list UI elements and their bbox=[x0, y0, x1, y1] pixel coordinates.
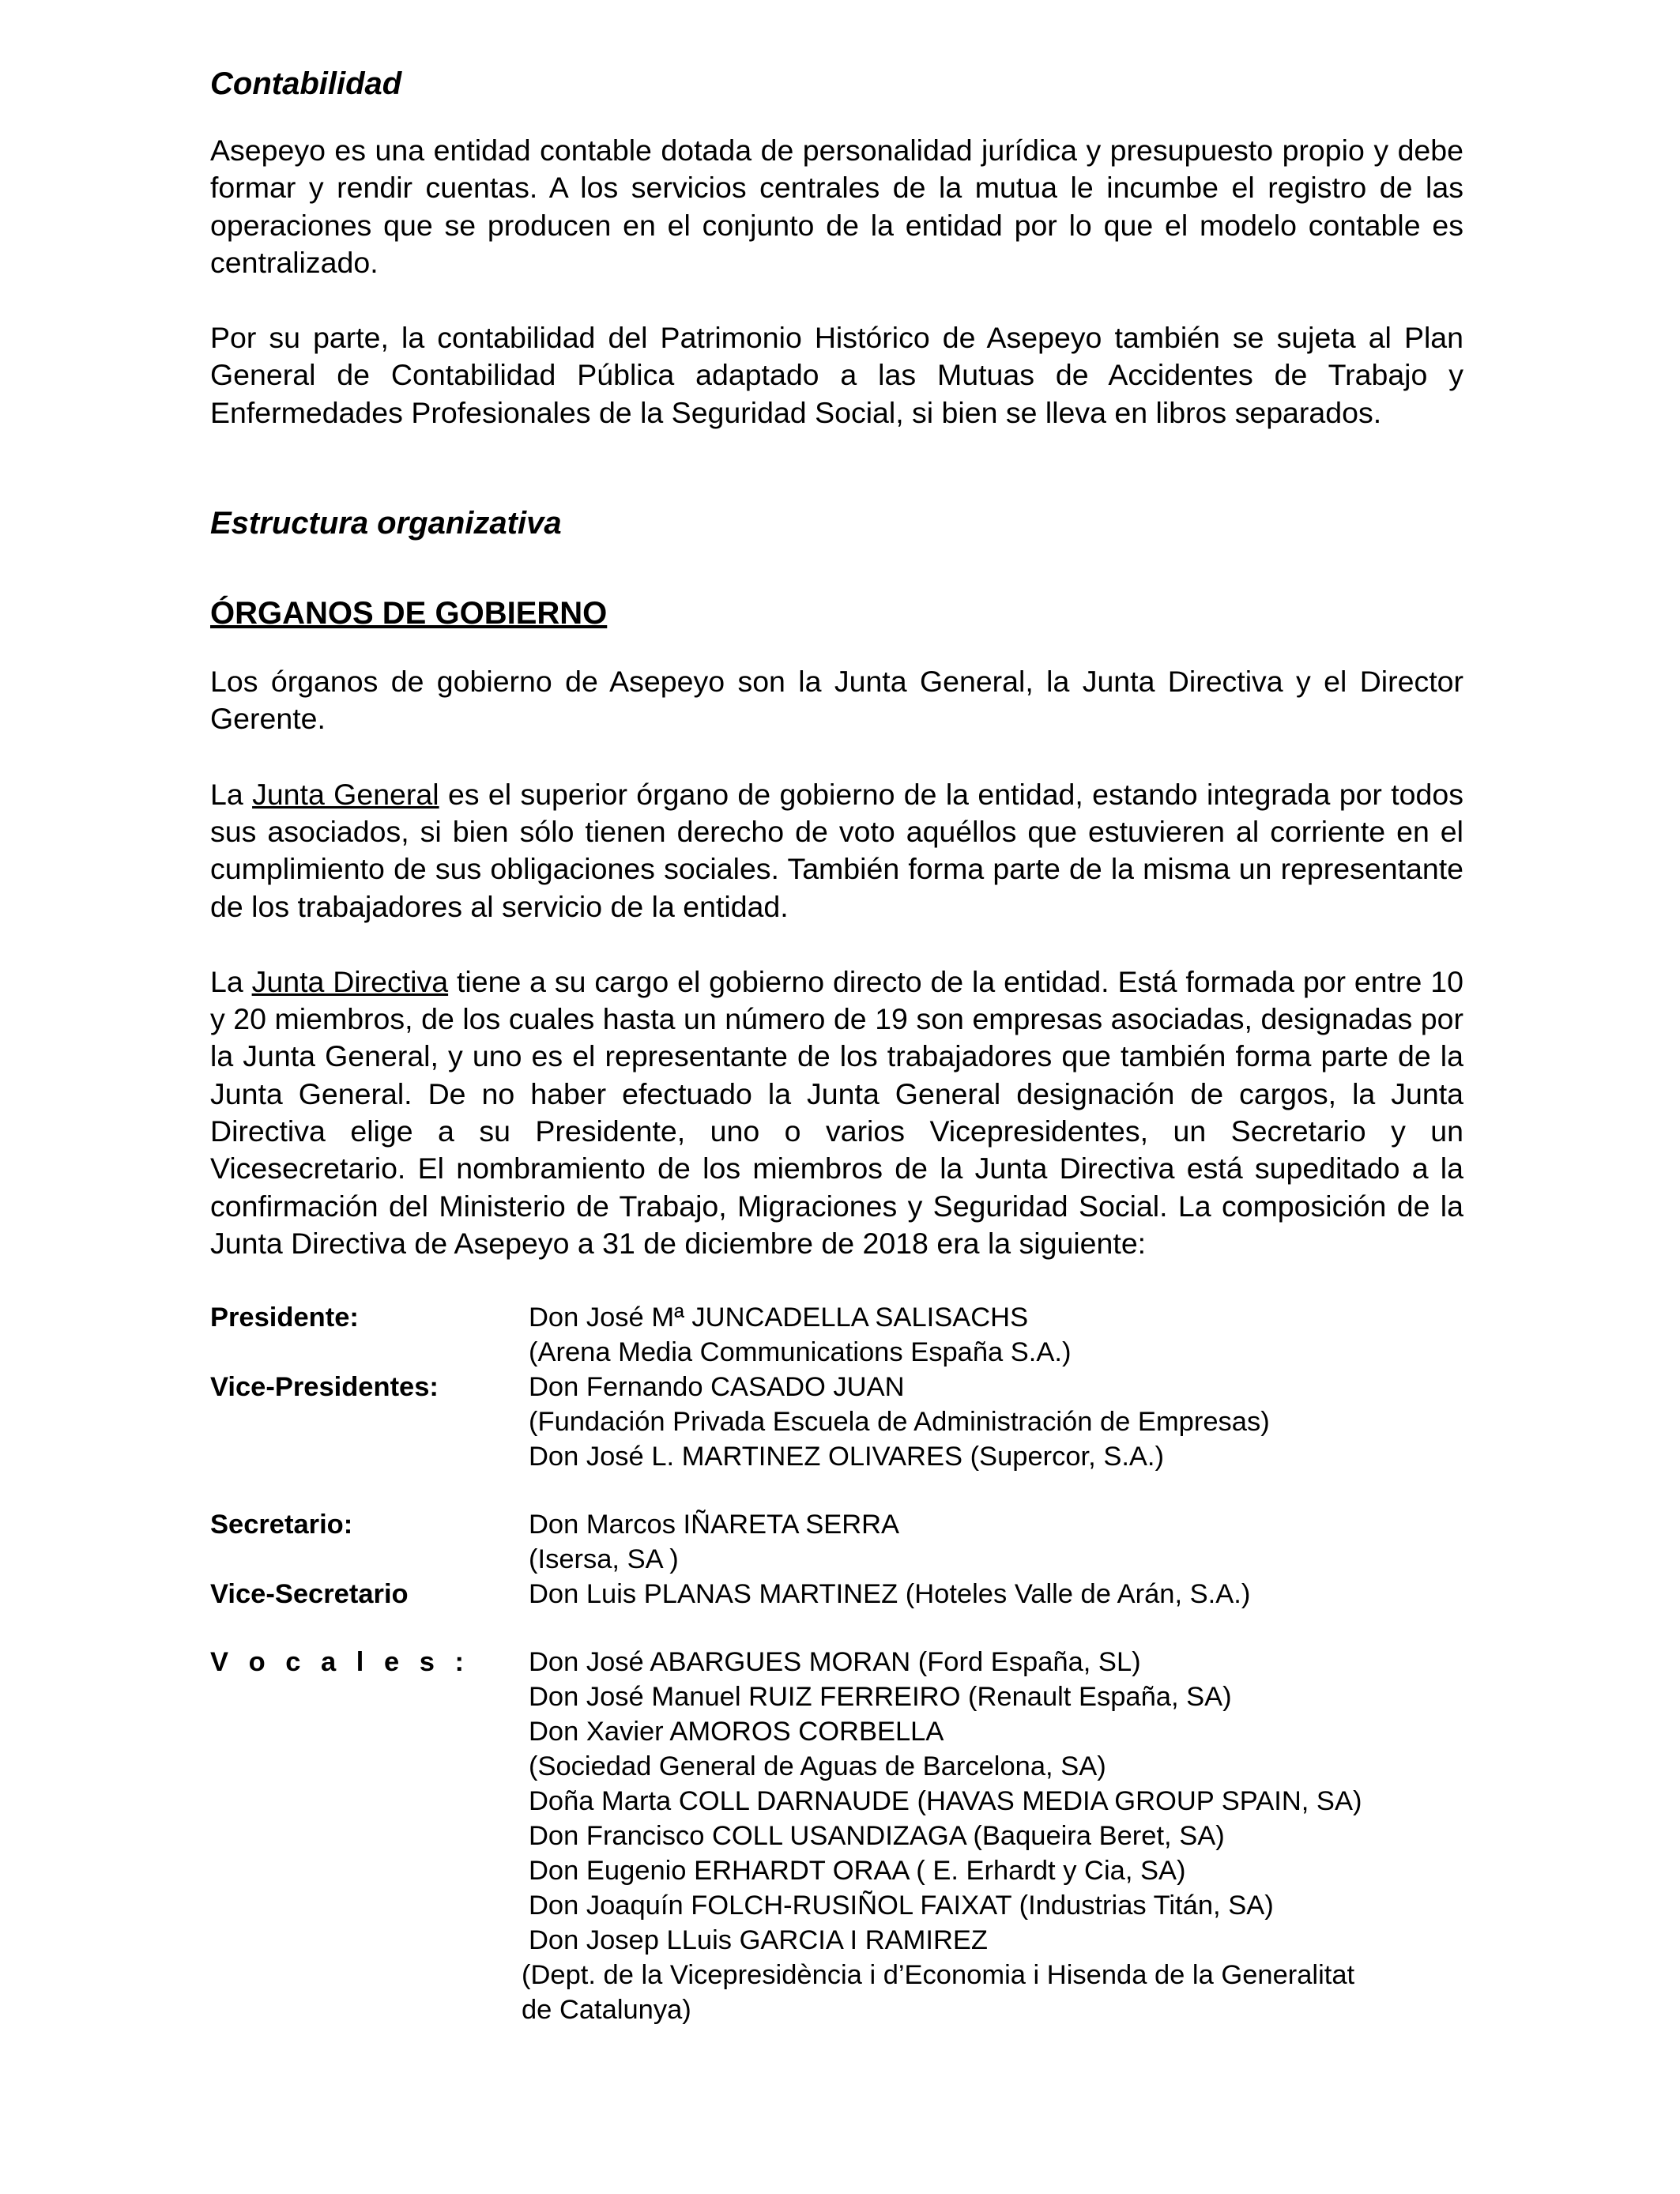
member-company: (Fundación Privada Escuela de Administración de Empresas) bbox=[529, 1407, 1270, 1438]
paragraph-junta-directiva bbox=[210, 963, 1463, 1262]
roster-row bbox=[210, 1958, 1463, 1992]
roster-row bbox=[210, 1404, 1463, 1439]
roster-row bbox=[210, 1439, 1463, 1474]
member-company: (Arena Media Communications España S.A.) bbox=[529, 1337, 1072, 1368]
member-name: Don José L. MARTINEZ OLIVARES (Supercor, S.A.) bbox=[529, 1442, 1164, 1472]
roster-row bbox=[210, 1577, 1463, 1612]
junta-general-term: Junta General bbox=[252, 777, 439, 811]
document-page bbox=[210, 63, 1463, 2027]
roster-row bbox=[210, 1542, 1463, 1577]
spacer bbox=[210, 1612, 1463, 1645]
paragraph-organos-1: Los órganos de gobierno de Asepeyo son la Junta General, la Junta Directiva y el Director Gerente. bbox=[210, 665, 1463, 736]
member-name: Don José ABARGUES MORAN (Ford España, SL) bbox=[529, 1647, 1141, 1678]
roster-row bbox=[210, 1888, 1463, 1923]
roster-row bbox=[210, 1853, 1463, 1888]
role-presidente: Presidente: bbox=[210, 1302, 359, 1333]
roster-row bbox=[210, 1300, 1463, 1335]
member-name: Don José Mª JUNCADELLA SALISACHS bbox=[529, 1302, 1029, 1333]
roster-row bbox=[210, 1992, 1463, 2027]
section-title-organos: ÓRGANOS DE GOBIERNO bbox=[210, 596, 608, 631]
section-title-estructura: Estructura organizativa bbox=[210, 506, 562, 541]
member-name: Don Josep LLuis GARCIA I RAMIREZ bbox=[529, 1925, 988, 1956]
paragraph-contabilidad-1: Asepeyo es una entidad contable dotada de personalidad jurídica y presupuesto propio y debe formar y rendir cuentas. A los servicios centrales de la mutua le incumbe el registro de las operaciones que se producen en el conjunto de la entidad por lo que el modelo contable es centralizado. bbox=[210, 134, 1463, 279]
text-fragment: La bbox=[210, 777, 253, 811]
member-name: Don Fernando CASADO JUAN bbox=[529, 1372, 905, 1403]
member-company: (Dept. de la Vicepresidència i d’Economia i Hisenda de la Generalitat bbox=[522, 1960, 1355, 1991]
junta-directiva-term: Junta Directiva bbox=[251, 964, 449, 998]
member-company: de Catalunya) bbox=[522, 1995, 691, 2026]
member-name: Don José Manuel RUIZ FERREIRO (Renault España, SA) bbox=[529, 1682, 1232, 1713]
roster-row bbox=[210, 1645, 1463, 1679]
member-company: (Isersa, SA ) bbox=[529, 1544, 679, 1575]
member-name: Don Xavier AMOROS CORBELLA bbox=[529, 1717, 944, 1747]
member-name: Don Joaquín FOLCH-RUSIÑOL FAIXAT (Industrias Titán, SA) bbox=[529, 1891, 1274, 1921]
roster-row bbox=[210, 1819, 1463, 1853]
member-name: Don Luis PLANAS MARTINEZ (Hoteles Valle de Arán, S.A.) bbox=[529, 1579, 1251, 1610]
section-title-contabilidad: Contabilidad bbox=[210, 66, 402, 101]
member-name: Don Francisco COLL USANDIZAGA (Baqueira Beret, SA) bbox=[529, 1821, 1225, 1852]
role-vicepresidentes: Vice-Presidentes: bbox=[210, 1372, 439, 1403]
text-fragment: tiene a su cargo el gobierno directo de la entidad. Está formada por entre 10 y 20 miembros, de los cuales hasta un número de 19 son empresas asociadas, designadas por la Junta General, y uno es el representante de los trabajadores que también forma parte de la Junta General. De no haber efectuado la Junta General designación de cargos, la Junta Directiva elige a su Presidente, uno o varios Vicepresidentes, un Secretario y un Vicesecretario. El nombramiento de los miembros de la Junta Directiva está supeditado a la confirmación del Ministerio de Trabajo, Migraciones y Seguridad Social. La composición de la Junta Directiva de Asepeyo a 31 de diciembre de 2018 era la siguiente: bbox=[210, 964, 1463, 1260]
spacer bbox=[210, 1474, 1463, 1507]
role-vicesecretario: Vice-Secretario bbox=[210, 1579, 409, 1610]
roster-row bbox=[210, 1923, 1463, 1958]
role-vocales: V o c a l e s : bbox=[210, 1647, 471, 1678]
member-company: (Sociedad General de Aguas de Barcelona, SA) bbox=[529, 1751, 1106, 1782]
roster-row bbox=[210, 1679, 1463, 1714]
roster-row bbox=[210, 1784, 1463, 1819]
role-secretario: Secretario: bbox=[210, 1510, 353, 1540]
roster-row bbox=[210, 1749, 1463, 1784]
member-name: Don Marcos IÑARETA SERRA bbox=[529, 1510, 900, 1540]
roster-row bbox=[210, 1507, 1463, 1542]
paragraph-contabilidad-2: Por su parte, la contabilidad del Patrimonio Histórico de Asepeyo también se sujeta al Plan General de Contabilidad Pública adaptado a las Mutuas de Accidentes de Trabajo y Enfermedades Profesionales de la Seguridad Social, si bien se lleva en libros separados. bbox=[210, 321, 1463, 429]
roster-row bbox=[210, 1714, 1463, 1749]
member-name: Don Eugenio ERHARDT ORAA ( E. Erhardt y Cia, SA) bbox=[529, 1856, 1186, 1887]
text-fragment: La bbox=[210, 964, 252, 998]
roster-row bbox=[210, 1335, 1463, 1370]
member-name: Doña Marta COLL DARNAUDE (HAVAS MEDIA GROUP SPAIN, SA) bbox=[529, 1786, 1362, 1817]
roster-row bbox=[210, 1370, 1463, 1404]
text-fragment: es el superior órgano de gobierno de la entidad, estando integrada por todos sus asociados, si bien sólo tienen derecho de voto aquéllos que estuvieren al corriente en el cumplimiento de sus obligaciones sociales. También forma parte de la misma un representante de los trabajadores al servicio de la entidad. bbox=[210, 777, 1464, 923]
board-roster bbox=[210, 1300, 1463, 2027]
paragraph-junta-general bbox=[210, 776, 1463, 925]
